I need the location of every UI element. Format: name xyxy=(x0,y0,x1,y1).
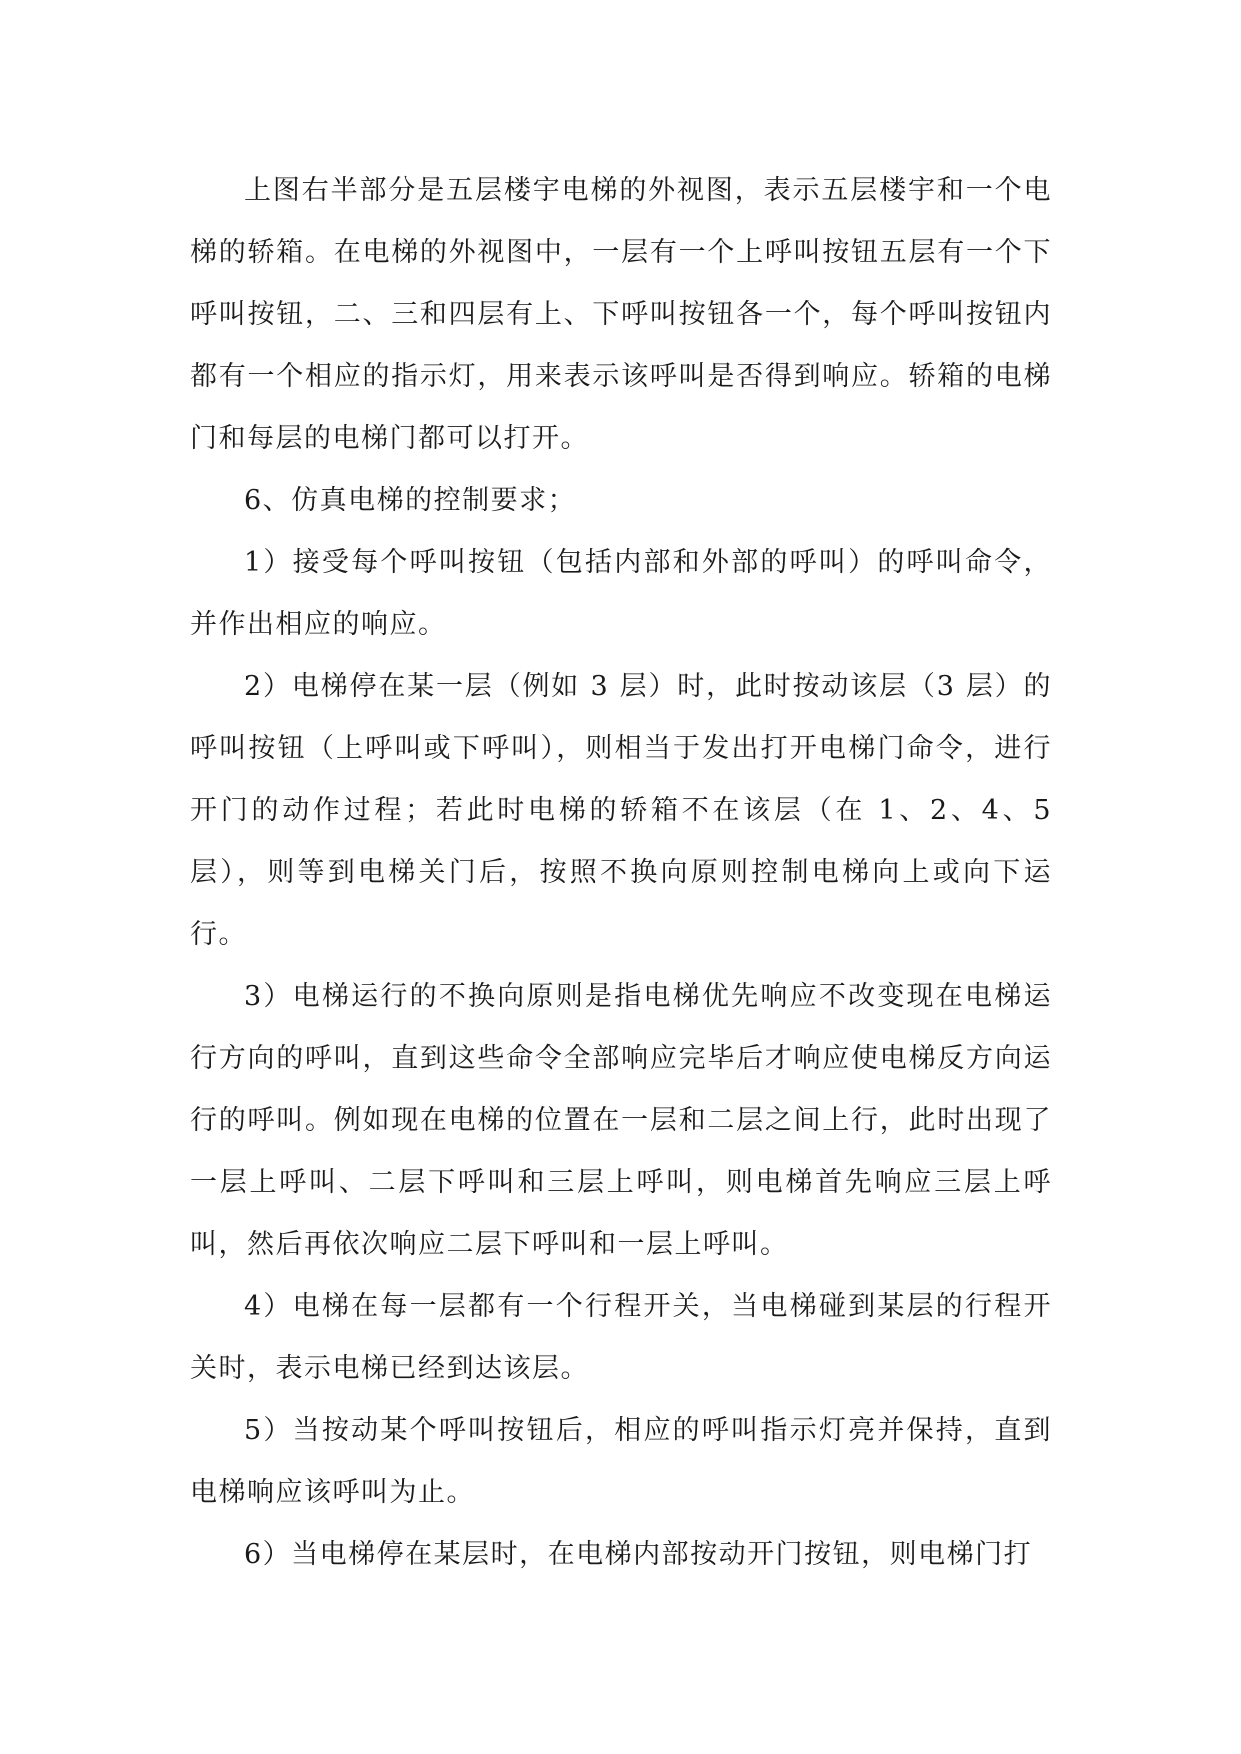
requirement-item-2: 2）电梯停在某一层（例如 3 层）时，此时按动该层（3 层）的呼叫按钮（上呼叫或下呼叫），则相当于发出打开电梯门命令，进行开门的动作过程；若此时电梯的轿箱不在该层（在 1、2、4、5 层），则等到电梯关门后，按照不换向原则控制电梯向上或向下运行。 xyxy=(190,671,1052,950)
requirement-item-6: 6）当电梯停在某层时，在电梯内部按动开门按钮，则电梯门打 xyxy=(244,1539,1033,1570)
requirement-item-4: 4）电梯在每一层都有一个行程开关，当电梯碰到某层的行程开关时，表示电梯已经到达该层。 xyxy=(190,1291,1052,1384)
paragraph-elevator-exterior-view: 上图右半部分是五层楼宇电梯的外视图，表示五层楼宇和一个电梯的轿箱。在电梯的外视图中，一层有一个上呼叫按钮五层有一个下呼叫按钮，二、三和四层有上、下呼叫按钮各一个，每个呼叫按钮内都有一个相应的指示灯，用来表示该呼叫是否得到响应。轿箱的电梯门和每层的电梯门都可以打开。 xyxy=(190,175,1052,454)
requirement-item-3: 3）电梯运行的不换向原则是指电梯优先响应不改变现在电梯运行方向的呼叫，直到这些命令全部响应完毕后才响应使电梯反方向运行的呼叫。例如现在电梯的位置在一层和二层之间上行，此时出现了一层上呼叫、二层下呼叫和三层上呼叫，则电梯首先响应三层上呼叫，然后再依次响应二层下呼叫和一层上呼叫。 xyxy=(190,981,1052,1260)
section-heading-control-requirements: 6、仿真电梯的控制要求； xyxy=(244,485,577,516)
requirement-item-1: 1）接受每个呼叫按钮（包括内部和外部的呼叫）的呼叫命令，并作出相应的响应。 xyxy=(190,547,1052,640)
document-body xyxy=(190,160,1052,1586)
requirement-item-5: 5）当按动某个呼叫按钮后，相应的呼叫指示灯亮并保持，直到电梯响应该呼叫为止。 xyxy=(190,1415,1052,1508)
